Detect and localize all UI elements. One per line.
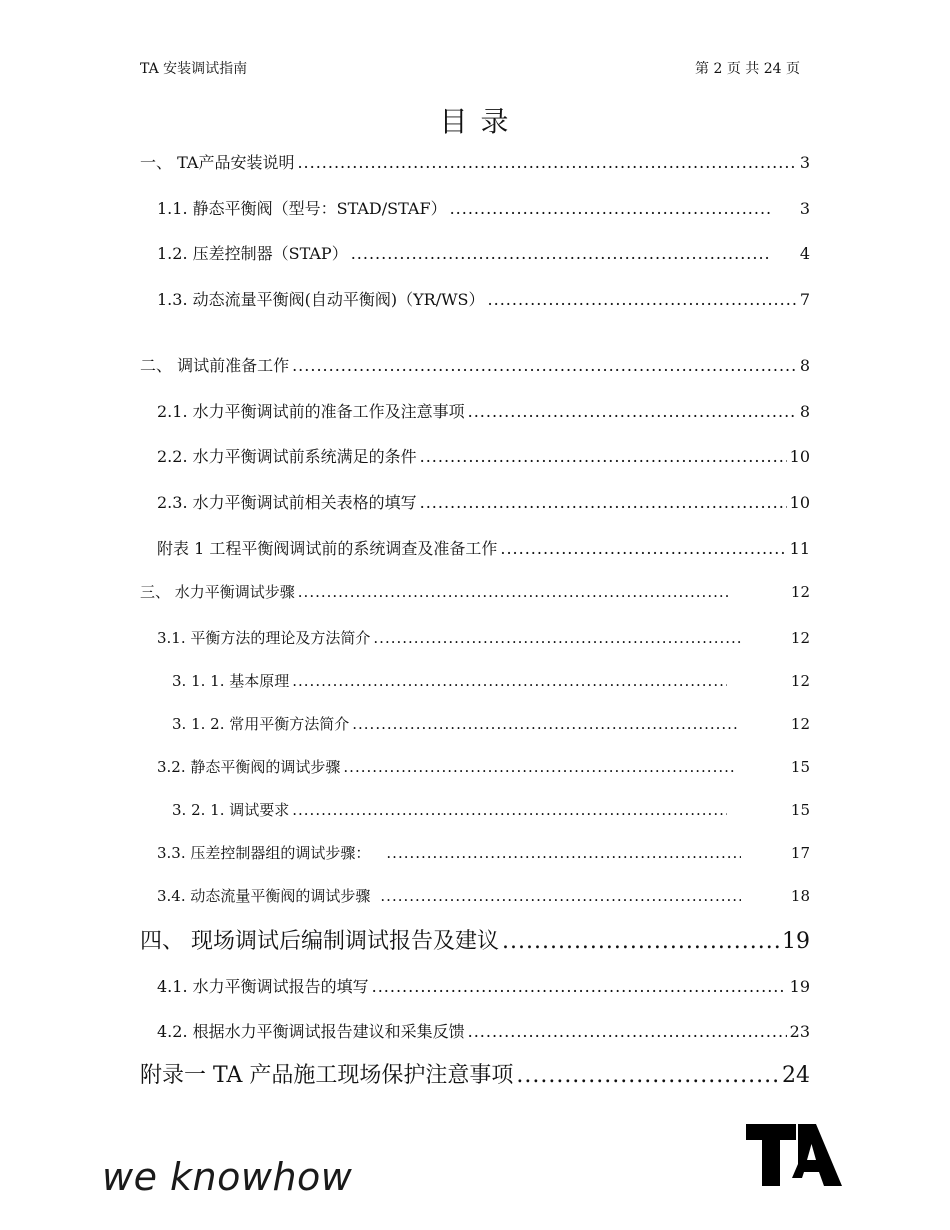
toc-entry-page: 19 [782,929,810,954]
toc-entry-page: 24 [782,1063,810,1088]
toc-entry[interactable] [140,150,810,173]
toc-entry-page: 10 [789,493,810,512]
toc-title: 目 录 [439,105,511,138]
toc-entry-label: 二、 调试前准备工作 [140,356,290,375]
toc-entry[interactable] [157,399,810,422]
toc-entry[interactable] [140,581,810,602]
toc-leader [352,715,737,733]
toc-entry-page: 23 [789,1022,810,1041]
toc-entry[interactable] [140,1058,810,1089]
toc-entry[interactable] [172,799,810,820]
toc-entry[interactable] [140,353,810,376]
toc-entry[interactable] [157,196,810,219]
toc-entry-page: 10 [789,447,810,466]
toc-leader [292,672,727,690]
toc-entry-page: 15 [790,801,810,819]
toc-entry-label: 1.2. 压差控制器（STAP） [157,244,348,263]
toc-entry[interactable] [157,241,810,264]
toc-leader [500,539,786,558]
toc-entry-page: 15 [790,758,810,776]
toc-leader [292,356,797,375]
toc-entry[interactable] [157,627,810,648]
toc-leader [343,758,737,776]
toc-entry-label: 1.3. 动态流量平衡阀(自动平衡阀)（YR/WS） [157,290,485,309]
toc-entry[interactable] [172,670,810,691]
toc-entry[interactable] [157,1019,810,1042]
toc-leader [292,801,727,819]
slogan-text: we knowhow [102,1155,353,1199]
toc-entry-label: 1.1. 静态平衡阀（型号：STAD/STAF） [157,199,447,218]
toc-entry-page: 12 [790,583,810,601]
toc-entry-page: 11 [789,539,810,558]
toc-entry-page: 3 [799,153,810,172]
toc-entry[interactable] [157,536,810,559]
toc-entry-label: 3.2. 静态平衡阀的调试步骤 [157,758,341,776]
toc-entry-label: 2.1. 水力平衡调试前的准备工作及注意事项 [157,402,465,421]
toc-entry-label: 2.3. 水力平衡调试前相关表格的填写 [157,493,417,512]
toc-entry-label: 四、 现场调试后编制调试报告及建议 [140,929,499,954]
toc-leader [372,977,787,996]
toc-leader [386,844,741,862]
toc-leader [468,1022,787,1041]
toc-entry-page: 8 [799,402,810,421]
toc-entry-label: 附表 1 工程平衡阀调试前的系统调查及准备工作 [157,539,498,558]
toc-leader [420,447,787,466]
toc-entry-label: 一、 TA产品安装说明 [140,153,295,172]
toc-entry-label: 3.4. 动态流量平衡阀的调试步骤 [157,887,371,905]
toc-entry-page: 19 [789,977,810,996]
toc-entry-label: 3.1. 平衡方法的理论及方法简介 [157,629,371,647]
toc-entry-label: 2.2. 水力平衡调试前系统满足的条件 [157,447,417,466]
toc-leader [297,153,796,172]
toc-entry[interactable] [157,490,810,513]
toc-entry-page: 17 [790,844,810,862]
toc-entry[interactable] [157,885,810,906]
toc-leader [298,583,731,601]
toc-leader [420,493,787,512]
ta-logo [746,1122,842,1188]
toc-leader [351,244,770,263]
toc-entry-label: 3. 1. 2. 常用平衡方法简介 [172,715,350,733]
header-doc-title: TA 安装调试指南 [140,61,248,77]
toc-entry-page: 12 [790,629,810,647]
toc-leader [502,929,779,954]
toc-entry[interactable] [157,756,810,777]
toc-entry[interactable] [157,444,810,467]
toc-entry-label: 3. 1. 1. 基本原理 [172,672,290,690]
toc-entry-label: 三、 水力平衡调试步骤 [140,583,295,601]
toc-entry-page: 18 [790,887,810,905]
toc-entry-label: 4.1. 水力平衡调试报告的填写 [157,977,369,996]
toc-entry-page: 12 [790,715,810,733]
toc-entry-page: 4 [799,244,810,263]
toc-entry-label: 4.2. 根据水力平衡调试报告建议和采集反馈 [157,1022,465,1041]
toc-leader [516,1063,779,1088]
toc-entry-label: 3.3. 压差控制器组的调试步骤： [157,844,371,862]
toc-entry-label: 3. 2. 1. 调试要求 [172,801,290,819]
toc-entry-label: 附录一 TA 产品施工现场保护注意事项 [140,1063,514,1088]
toc-entry[interactable] [140,924,810,955]
toc-entry[interactable] [157,842,810,863]
toc-entry[interactable] [172,713,810,734]
toc-entry-page: 12 [790,672,810,690]
toc-leader [373,629,741,647]
header-page-number: 第 2 页 共 24 页 [695,61,800,77]
toc-entry[interactable] [157,974,810,997]
toc-entry-page: 3 [799,199,810,218]
toc-leader [488,290,797,309]
toc-entry[interactable] [157,287,810,310]
toc-entry-page: 8 [799,356,810,375]
toc-leader [380,887,741,905]
toc-leader [450,199,770,218]
toc-entry-page: 7 [799,290,810,309]
toc-leader [468,402,797,421]
